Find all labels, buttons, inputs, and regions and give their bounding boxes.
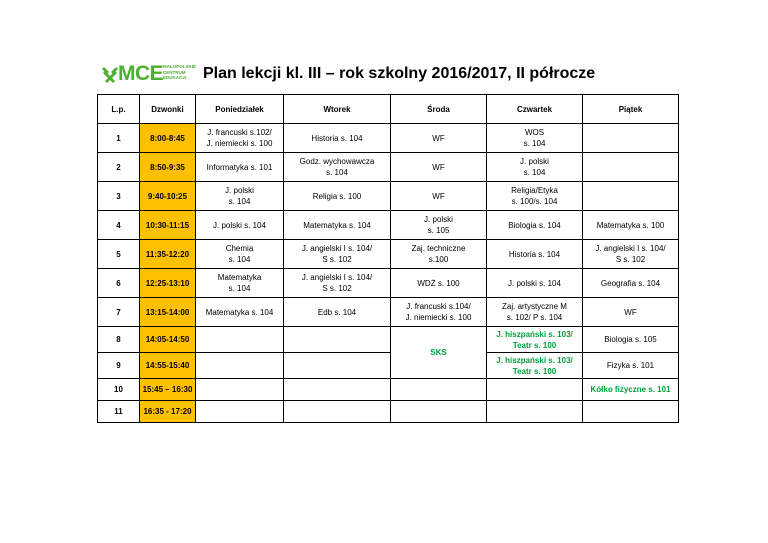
col-header-monday: Poniedziałek — [196, 95, 284, 124]
monday-cell: J. polski s. 104 — [196, 211, 284, 240]
lesson-time: 8:00-8:45 — [140, 124, 196, 153]
table-row — [98, 353, 679, 379]
lesson-time: 15:45 – 16:30 — [140, 379, 196, 401]
wednesday-cell: J. francuski s.104/ J. niemiecki s. 100 — [391, 298, 487, 327]
timetable — [97, 94, 679, 423]
lesson-number: 5 — [98, 240, 140, 269]
table-row — [98, 379, 679, 401]
thursday-cell — [487, 379, 583, 401]
monday-cell: Matematyka s. 104 — [196, 269, 284, 298]
wednesday-cell: WF — [391, 153, 487, 182]
lesson-number: 9 — [98, 353, 140, 379]
monday-cell — [196, 353, 284, 379]
col-header-thursday: Czwartek — [487, 95, 583, 124]
tuesday-cell: Edb s. 104 — [284, 298, 391, 327]
thursday-cell: Historia s. 104 — [487, 240, 583, 269]
tuesday-cell — [284, 353, 391, 379]
col-header-bells: Dzwonki — [140, 95, 196, 124]
tuesday-cell: Matematyka s. 104 — [284, 211, 391, 240]
friday-cell — [583, 153, 679, 182]
friday-cell — [583, 182, 679, 211]
thursday-cell: J. hiszpański s. 103/ Teatr s. 100 — [487, 353, 583, 379]
friday-cell: J. angielski I s. 104/ S s. 102 — [583, 240, 679, 269]
lesson-time: 13:15-14:00 — [140, 298, 196, 327]
thursday-cell: J. polski s. 104 — [487, 269, 583, 298]
tuesday-cell: J. angielski I s. 104/ S s. 102 — [284, 240, 391, 269]
wednesday-cell — [391, 379, 487, 401]
thursday-cell: J. polski s. 104 — [487, 153, 583, 182]
table-row — [98, 327, 679, 353]
lesson-number: 4 — [98, 211, 140, 240]
table-row — [98, 211, 679, 240]
lesson-time: 14:55-15:40 — [140, 353, 196, 379]
table-row — [98, 124, 679, 153]
page-header — [100, 60, 660, 90]
logo-text: MCE — [118, 62, 164, 85]
lesson-time: 8:50-9:35 — [140, 153, 196, 182]
wednesday-cell: WDŻ s. 100 — [391, 269, 487, 298]
thursday-cell: J. hiszpański s. 103/ Teatr s. 100 — [487, 327, 583, 353]
table-row — [98, 401, 679, 423]
monday-cell: J. polski s. 104 — [196, 182, 284, 211]
lesson-time: 11:35-12:20 — [140, 240, 196, 269]
lesson-number: 1 — [98, 124, 140, 153]
friday-cell: WF — [583, 298, 679, 327]
wednesday-cell: WF — [391, 124, 487, 153]
thursday-cell: Zaj. artystyczne M s. 102/ P s. 104 — [487, 298, 583, 327]
col-header-wednesday: Środa — [391, 95, 487, 124]
friday-cell — [583, 401, 679, 423]
col-header-lp: L.p. — [98, 95, 140, 124]
hammer-icon — [102, 64, 118, 84]
tuesday-cell — [284, 401, 391, 423]
table-row — [98, 298, 679, 327]
monday-cell — [196, 401, 284, 423]
tuesday-cell — [284, 379, 391, 401]
thursday-cell: Religia/Etyka s. 100/s. 104 — [487, 182, 583, 211]
lesson-time: 10:30-11:15 — [140, 211, 196, 240]
friday-cell: Kółko fizyczne s. 101 — [583, 379, 679, 401]
tuesday-cell: Religia s. 100 — [284, 182, 391, 211]
friday-cell: Biologia s. 105 — [583, 327, 679, 353]
lesson-time: 9:40-10:25 — [140, 182, 196, 211]
wednesday-cell: WF — [391, 182, 487, 211]
monday-cell: Chemia s. 104 — [196, 240, 284, 269]
monday-cell — [196, 379, 284, 401]
lesson-number: 7 — [98, 298, 140, 327]
header-row — [98, 95, 679, 124]
lesson-number: 3 — [98, 182, 140, 211]
table-row — [98, 153, 679, 182]
wednesday-cell: Zaj. techniczne s.100 — [391, 240, 487, 269]
table-row — [98, 240, 679, 269]
monday-cell — [196, 327, 284, 353]
lesson-number: 10 — [98, 379, 140, 401]
thursday-cell: WOS s. 104 — [487, 124, 583, 153]
wednesday-cell-sks: SKS — [391, 327, 487, 379]
logo-subtitle: MAŁOPOLSKIE CENTRUM EDUKACJI — [163, 64, 197, 80]
lesson-number: 11 — [98, 401, 140, 423]
tuesday-cell: Godz. wychowawcza s. 104 — [284, 153, 391, 182]
table-row — [98, 269, 679, 298]
thursday-cell: Biologia s. 104 — [487, 211, 583, 240]
monday-cell: Informatyka s. 101 — [196, 153, 284, 182]
wednesday-cell: J. polski s. 105 — [391, 211, 487, 240]
lesson-time: 16:35 - 17:20 — [140, 401, 196, 423]
wednesday-cell — [391, 401, 487, 423]
lesson-time: 14:05-14:50 — [140, 327, 196, 353]
lesson-number: 6 — [98, 269, 140, 298]
lesson-time: 12:25-13:10 — [140, 269, 196, 298]
tuesday-cell: Historia s. 104 — [284, 124, 391, 153]
thursday-cell — [487, 401, 583, 423]
monday-cell: J. francuski s.102/ J. niemiecki s. 100 — [196, 124, 284, 153]
lesson-number: 8 — [98, 327, 140, 353]
col-header-friday: Piątek — [583, 95, 679, 124]
friday-cell — [583, 124, 679, 153]
friday-cell: Matematyka s. 100 — [583, 211, 679, 240]
friday-cell: Geografia s. 104 — [583, 269, 679, 298]
col-header-tuesday: Wtorek — [284, 95, 391, 124]
tuesday-cell: J. angielski I s. 104/ S s. 102 — [284, 269, 391, 298]
friday-cell: Fizyka s. 101 — [583, 353, 679, 379]
lesson-number: 2 — [98, 153, 140, 182]
mce-logo — [100, 62, 200, 86]
monday-cell: Matematyka s. 104 — [196, 298, 284, 327]
page-title: Plan lekcji kl. III – rok szkolny 2016/2017, II półrocze — [203, 65, 596, 82]
table-row — [98, 182, 679, 211]
tuesday-cell — [284, 327, 391, 353]
